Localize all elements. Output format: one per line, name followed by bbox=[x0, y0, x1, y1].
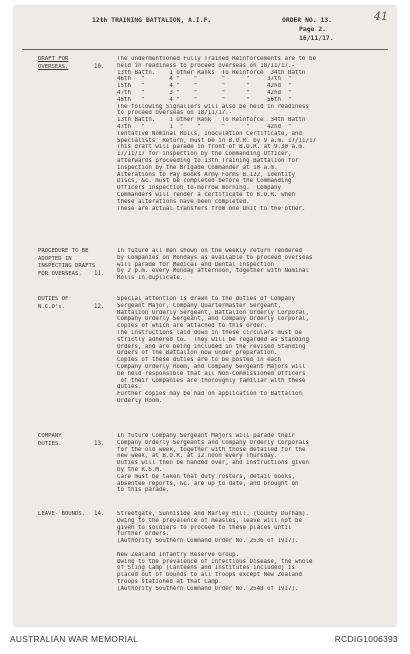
text-line: Officers inspection to-morrow morning. Company bbox=[117, 185, 282, 192]
text-line: absentee reports, &c. are up to date, and brought on bbox=[117, 480, 299, 487]
text-line: Company Orderly Room, and Company Sergeant Majors will bbox=[117, 363, 306, 370]
paragraph-heading: COMPANY DUTIES. bbox=[38, 433, 62, 447]
text-line: Further copies may be had on application to Battalion bbox=[117, 391, 302, 398]
paragraph-body bbox=[117, 56, 393, 212]
text-line: Copies of these duties are to be posted in each bbox=[117, 357, 282, 364]
text-line: to proceed Overseas on 18/11/17.- bbox=[117, 110, 233, 117]
text-line: Commanders will render a certificate to B.O.R. when bbox=[117, 191, 295, 198]
text-line: Rolls in duplicate. bbox=[117, 275, 184, 282]
battalion-heading: 12th TRAINING BATTALION, A.I.F. bbox=[92, 16, 212, 24]
text-line: Duties will then be handed over, and instructions given bbox=[117, 460, 309, 467]
text-line: for the old week, together with those detailed for the bbox=[117, 446, 306, 453]
text-line: 13th Battn. 1 Other Rank To Reinforce 34th Battn bbox=[117, 117, 306, 124]
paragraph-heading: DRAFT FOR OVERSEAS. bbox=[38, 56, 69, 70]
paragraph-body bbox=[117, 433, 393, 494]
text-line: 47th " 3 " " " " 42nd " bbox=[117, 89, 292, 96]
paragraph-number: 13. bbox=[94, 440, 105, 447]
text-line: Company Orderly Sergeants and Company Orderly Corporals bbox=[117, 439, 309, 446]
text-line: (Authority Southern Command Order No. 2548 of 1917). bbox=[117, 585, 299, 592]
text-line: of Sling Camp (Canteens and Institutes included) is bbox=[117, 565, 295, 572]
text-line: Battalion Orderly Sergeant, Battalion Orderly Corporal, bbox=[117, 309, 309, 316]
paragraph-number: 10. bbox=[94, 63, 105, 70]
text-line: Alterations to Pay Books Army Forms B.122, Identity bbox=[117, 171, 295, 178]
text-line: Owing to the prevalence of Infectious Disease, the whole bbox=[117, 558, 313, 565]
text-line: further orders. bbox=[117, 531, 170, 538]
text-line: by 2 p.m. every Monday afternoon, together with Nominal bbox=[117, 268, 309, 275]
text-line: 47th " 1 " " " " 42nd " bbox=[117, 123, 292, 130]
text-line: new week, at B.O.R. at 12 noon every Thursday. bbox=[117, 453, 278, 460]
text-line: copies of which are attached to this order. bbox=[117, 323, 268, 330]
text-line: The undermentioned Fully Trained Reinforcements are to be bbox=[117, 56, 316, 62]
text-line: In future Company Sergeant Majors will parade their bbox=[117, 433, 295, 439]
paragraph-heading: DUTIES OF N.C.O's. bbox=[38, 296, 69, 310]
text-line: New Zealand Infantry Reserve Group. bbox=[117, 551, 240, 558]
text-line: afterwards proceeding to 13th Training Battalion for bbox=[117, 157, 299, 164]
text-line: In future all men shown on the weekly return rendered bbox=[117, 248, 302, 254]
text-line: 17/11/17 for inspection by the Commanding Officer, bbox=[117, 151, 292, 158]
order-date: 16/11/17. bbox=[299, 34, 334, 42]
text-line: to this parade. bbox=[117, 487, 170, 494]
paragraph-heading: PROCEDURE TO BE ADOPTED IN INSPECTING DRAFTS FOR OVERSEAS. bbox=[38, 248, 96, 277]
text-line: these alterations have been completed. bbox=[117, 198, 250, 205]
text-line: Owing to the prevalence of measles, leave will not be bbox=[117, 517, 302, 524]
text-line: 13th Battn. 1 Other Ranks To Reinforce 34th Battn bbox=[117, 69, 306, 76]
handwritten-folio-number: 41 bbox=[374, 10, 388, 23]
text-line: by the R.S.M. bbox=[117, 466, 163, 473]
text-line bbox=[117, 545, 393, 552]
page-number: Page 2. bbox=[299, 25, 326, 33]
text-line: troops stationed at that Camp. bbox=[117, 578, 222, 585]
footer-record-id: RCDIG1006393 bbox=[334, 634, 398, 644]
text-line: Care must be taken that duty rosters, detail books, bbox=[117, 473, 295, 480]
text-line: Special attention is drawn to the duties of Company bbox=[117, 296, 295, 302]
text-line: held in readiness to proceed overseas on 18/11/17.- bbox=[117, 62, 295, 69]
text-line: given to soldiers to proceed to these places until bbox=[117, 524, 292, 531]
paragraph-number: 12. bbox=[94, 303, 105, 310]
text-line: Specialists' Return, must be in B.O.R. by 9 a.m. 17/11/17 bbox=[117, 137, 316, 144]
text-line: by Companies on Mondays as available to proceed overseas bbox=[117, 254, 313, 261]
paragraph-body bbox=[117, 296, 393, 405]
text-line: 45th " 4 " " " " 56th " bbox=[117, 96, 292, 103]
text-line: Orders of the Battalion now under preparation. bbox=[117, 350, 278, 357]
paragraph-number: 14. bbox=[94, 511, 105, 517]
text-line: of their Companies are thoroughly familiar with these bbox=[117, 377, 306, 384]
text-line: Orders, and are being included in the revised Standing bbox=[117, 343, 306, 350]
header-divider bbox=[22, 49, 388, 50]
text-line: will parade for Medical and Dental inspection bbox=[117, 261, 275, 268]
text-line: Streetgate, Sunniside and Marley Hill. (County Durham). bbox=[117, 511, 309, 517]
text-line: These are actual transfers from one Unit to the other. bbox=[117, 205, 306, 212]
text-line: 46th " 4 " " " " 37th " bbox=[117, 76, 292, 83]
text-line: The instructions laid down in these circulars must be bbox=[117, 329, 302, 336]
text-line: Sergeant Major, Company Quartermaster Sergeant, bbox=[117, 302, 282, 309]
text-line: 15th " 4 " " " " 42nd " bbox=[117, 83, 292, 90]
text-line: duties. bbox=[117, 384, 142, 391]
text-line: Tentative Nominal Rolls, Inoculation Certificate, and bbox=[117, 130, 302, 137]
paragraph-body bbox=[117, 511, 393, 593]
document-page bbox=[14, 6, 396, 626]
text-line: Orderly Room. bbox=[117, 397, 163, 404]
footer-archive-name: AUSTRALIAN WAR MEMORIAL bbox=[10, 634, 139, 644]
text-line: placed out of bounds to all troops except New Zealand bbox=[117, 572, 302, 579]
text-line: be held responsible that all Non-Commissioned Officers bbox=[117, 370, 306, 377]
text-line: The following Signallers will also be held in readiness bbox=[117, 103, 309, 110]
paragraph-body bbox=[117, 248, 393, 282]
order-number: ORDER NO. 13. bbox=[282, 16, 333, 24]
text-line: Company Orderly Sergeant, and Company Orderly Corporal, bbox=[117, 316, 309, 323]
text-line: Discs, &c. must be completed before the Commanding bbox=[117, 178, 292, 185]
paragraph-number: 11. bbox=[94, 270, 105, 277]
text-line: (Authority Southern Command Order No. 2536 of 1917). bbox=[117, 538, 299, 545]
paragraph-heading: LEAVE- BOUNDS. bbox=[38, 511, 86, 517]
text-line: This draft will parade in front of B.O.R. at 9.30 a.m. bbox=[117, 144, 306, 151]
text-line: strictly adhered to. They will be regarded as Standing bbox=[117, 336, 309, 343]
text-line: inspection by the Brigade Commander at 10 a.m. bbox=[117, 164, 278, 171]
